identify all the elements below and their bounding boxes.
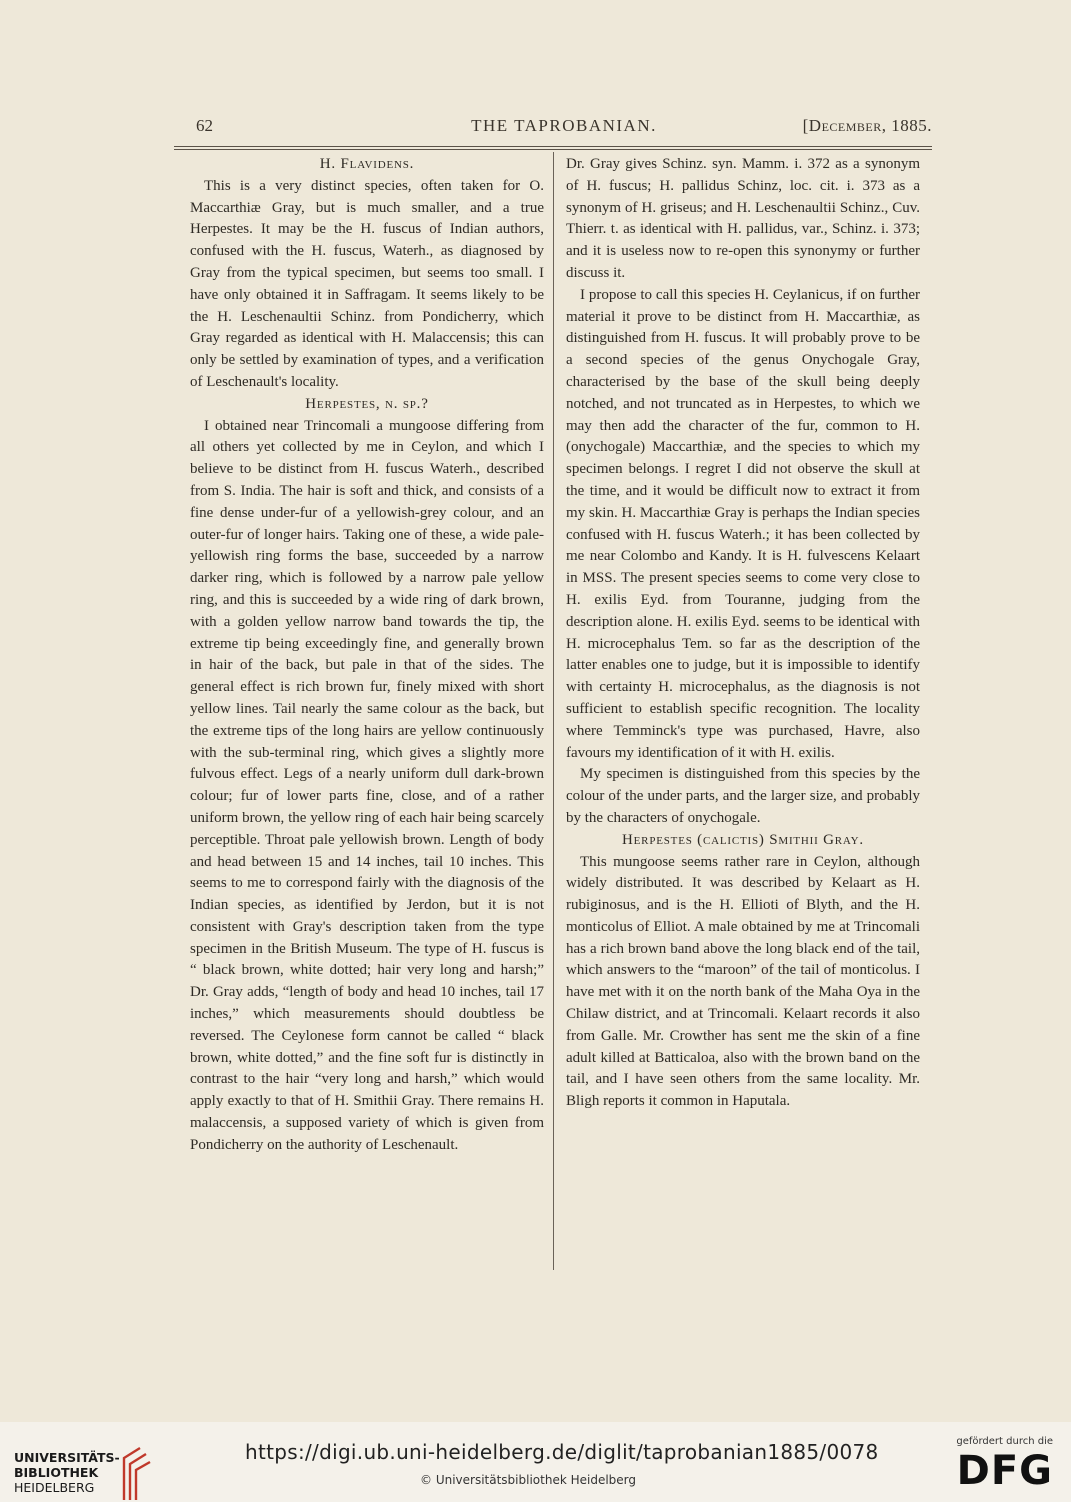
footer-bar (0, 1422, 1071, 1502)
library-logo[interactable] (14, 1450, 214, 1496)
issue-date: [December, 1885. (802, 116, 932, 135)
library-emblem-icon (110, 1442, 154, 1502)
header-rule-bottom (174, 149, 932, 150)
paragraph: This mungoose seems rather rare in Ceylon, although widely distributed. It was described by Kelaart as H. rubiginosus, and is the H. Ellioti of Blyth, and the H. monticolus of Elliot. A male obtained by me at Trincomali has a rich brown band above the long black end of the tail, which answers to the “maroon” of the tail of monticolus. I have met with it on the north bank of the Maha Oya in the Chilaw district, and at Trincomali. Kelaart records it also from Galle. Mr. Crowther has sent me the skin of a fine adult killed at Batticaloa, also with the brown band on the tail, and I have seen others from the same locality. Mr. Bligh reports it common in Haputala. (566, 853, 920, 1110)
section-heading-flavidens: H. Flavidens. (319, 156, 415, 172)
section-heading-smithii: Herpestes (calictis) Smithii Gray. (622, 831, 864, 848)
paragraph: Dr. Gray gives Schinz. syn. Mamm. i. 372 as a synonym of H. fuscus; H. pallidus Schinz, loc. cit. i. 373 as a synonym of H. griseus; and H. Leschenaultii Schinz., Cuv. Thierr. t. as identical with H. pallidus, var., Schinz. i. 373; and it is useless now to re-open this synonymy or further discuss it. (566, 156, 920, 281)
funder-caption: gefördert durch die (956, 1436, 1053, 1447)
paragraph: My specimen is distinguished from this species by the colour of the under parts, and the larger size, and probably by the characters of onychogale. (566, 766, 920, 826)
dfg-wordmark: DFG (956, 1448, 1053, 1494)
right-column (566, 154, 920, 1113)
paragraph: I obtained near Trincomali a mungoose differing from all others yet collected by me in Ceylon, and which I believe to be distinct from H. fuscus Waterh., described from S. India. The hair is soft and thick, and consists of a fine dense under-fur of a yellowish-grey colour, and an outer-fur of longer hairs. Taking one of these, a wide pale-yellowish ring forms the base, succeeded by a narrow darker ring, which is followed by a narrow pale yellow ring, and this is succeeded by a wide ring of dark brown, with a golden yellow narrow band towards the tip, the extreme tip being exceedingly fine, and generally brown in hair of the back, but pale in that of the sides. The general effect is rich brown fur, finely mixed with short yellow lines. Tail nearly the same colour as the back, but the extreme tips of the long hairs are yellow continuously with the sub-terminal ring, which gives a slightly more fulvous effect. Legs of a nearly uniform dull dark-brown colour; fur of lower parts fine, close, and of a rather uniform brown, the yellow ring of each hair being scarcely perceptible. Throat pale yellowish brown. Length of body and head between 15 and 14 inches, tail 10 inches. This seems to me to correspond fairly with the diagnosis of the Indian species, as identified by Jerdon, but it is not consistent with Gray's description taken from the type specimen in the British Museum. The type of H. fuscus is “ black brown, white dotted; hair very long and harsh;” Dr. Gray adds, “length of body and head 10 inches, tail 17 inches,” which measurements should doubtless be reversed. The Ceylonese form cannot be called “ black brown, white dotted,” and the fine soft fur is distinctly in contrast to the hair “very long and harsh,” which would apply exactly to that of H. Smithii Gray. There remains H. malaccensis, a supposed variety of which is given from Pondicherry on the authority of Leschenault. (190, 417, 544, 1153)
running-head (196, 116, 932, 140)
paragraph: I propose to call this species H. Ceylanicus, if on further material it prove to be distinct from H. Maccarthiæ, as distinguished from H. fuscus. It will probably prove to be a second species of the genus Onychogale Gray, characterised by the base of the skull being deeply notched, and not truncated as in Herpestes, to which we may then add the character of the fur, common to H. (onychogale) Maccarthiæ, and the species to which my specimen belongs. I regret I did not observe the skull at the time, and it would be difficult now to extract it from my skin. H. Maccarthiæ Gray is perhaps the Indian species confused with H. fuscus Waterh.; it has been collected by me near Colombo and Kandy. It is H. fulvescens Kelaart in MSS. The present species seems to come very close to H. exilis Eyd. from Touranne, judging from the description alone. H. exilis Eyd. seems to be identical with H. microcephalus Tem. so far as the description of the latter enables one to judge, but it is impossible to identify with certainty H. microcephalus, as the diagnosis is not sufficient to establish specific recognition. The locality where Temminck's type was purchased, Havre, also favours my identification of it with H. exilis. (566, 286, 920, 761)
left-column (190, 154, 544, 1157)
column-divider (553, 152, 554, 1270)
paragraph: This is a very distinct species, often taken for O. Maccarthiæ Gray, but is much smaller, and a true Herpestes. It may be the H. fuscus of Indian authors, confused with the H. fuscus, Waterh., as diagnosed by Gray from the typical specimen, but seems too small. I have only obtained it in Saffragam. It seems likely to be the H. Leschenaultii Schinz. from Pondicherry, which Gray regarded as identical with H. Malaccensis; this can only be settled by examination of types, and a verification of Leschenault's locality. (190, 177, 544, 390)
section-heading-herpestes-sp: Herpestes, n. sp.? (305, 395, 429, 412)
permalink-url[interactable]: https://digi.ub.uni-heidelberg.de/diglit/taprobanian1885/0078 (245, 1440, 879, 1464)
copyright-notice: © Universitätsbibliothek Heidelberg (420, 1473, 637, 1487)
library-name: UNIVERSITÄTS- BIBLIOTHEK HEIDELBERG (14, 1450, 120, 1495)
header-rule-top (174, 146, 932, 147)
journal-title: THE TAPROBANIAN. (471, 116, 657, 135)
dfg-logo[interactable] (943, 1436, 1053, 1496)
page-number: 62 (196, 116, 213, 135)
